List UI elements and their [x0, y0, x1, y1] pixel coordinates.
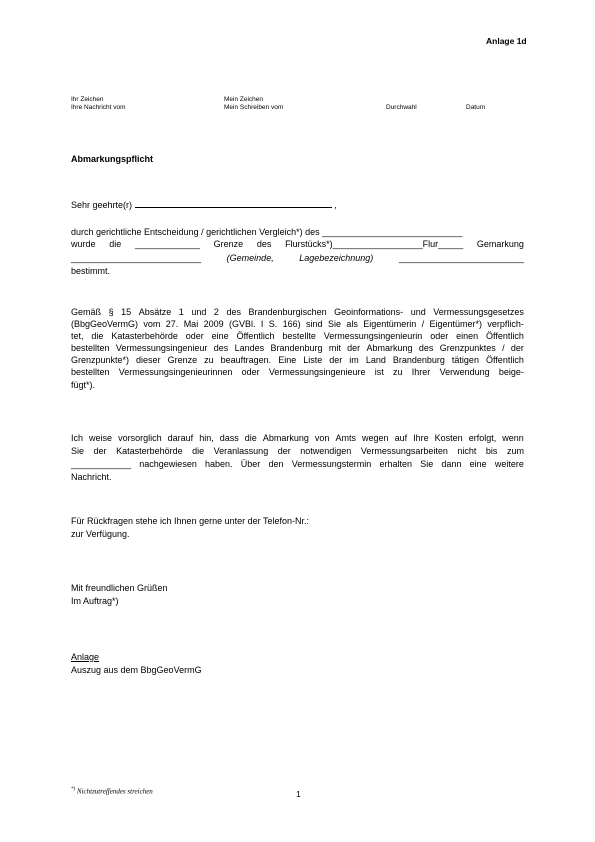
word: der	[93, 446, 107, 456]
word: Grenze	[213, 239, 244, 249]
para1-line4: bestimmt.	[71, 266, 111, 276]
word: /	[421, 319, 425, 329]
para2-line3	[71, 330, 524, 342]
attachment-tag: Anlage 1d	[486, 36, 527, 46]
word: eine	[211, 331, 229, 341]
word: als	[346, 319, 358, 329]
word: darauf	[167, 433, 194, 443]
word: Sie	[71, 446, 85, 456]
word: bis	[485, 446, 498, 456]
word: oder	[241, 367, 260, 377]
para4-line2: zur Verfügung.	[71, 529, 130, 539]
salutation-comma: ,	[334, 200, 337, 210]
word: Ihre	[413, 433, 429, 443]
word: _________________________	[398, 253, 524, 263]
word: Gemarkung	[476, 239, 524, 249]
word: dass	[219, 433, 239, 443]
para2-line6	[71, 366, 524, 378]
word: der	[347, 343, 361, 353]
word: 2	[213, 307, 219, 317]
word: den	[268, 459, 284, 469]
word: Grenzpunktes	[439, 343, 496, 353]
word: sind	[306, 319, 323, 329]
word: Land	[365, 355, 386, 365]
word: Grenze	[167, 355, 198, 365]
word: (Gemeinde,	[226, 253, 274, 263]
word: des	[418, 343, 434, 353]
durchwahl-label: Durchwahl	[386, 104, 417, 111]
word: __________________________	[71, 253, 202, 263]
word: wurde	[71, 239, 96, 249]
word: ____________	[71, 459, 132, 469]
word: der	[329, 355, 343, 365]
word: zu	[393, 367, 403, 377]
word: Eine	[278, 355, 297, 365]
word: Liste	[303, 355, 323, 365]
word: Vermessungsingenieurinnen	[118, 367, 233, 377]
footnote-text: Nichtzutreffendes streichen	[76, 787, 153, 796]
word: auf	[394, 433, 408, 443]
para2-line2	[71, 318, 524, 330]
para1-line2	[71, 238, 524, 250]
word: Veranlassung	[213, 446, 269, 456]
word: einen	[456, 331, 479, 341]
word: dieser	[136, 355, 161, 365]
word: Landes	[234, 343, 265, 353]
word: bestellten	[71, 367, 110, 377]
para3-line4: Nachricht.	[71, 472, 112, 482]
subject-heading: Abmarkungspflicht	[71, 154, 154, 164]
para4-line1: Für Rückfragen stehe ich Ihnen gerne unter der Telefon-Nr.:	[71, 516, 309, 526]
datum-label: Datum	[466, 104, 486, 111]
word: weitere	[494, 459, 524, 469]
word: Sie	[420, 459, 434, 469]
word: Abmarkung	[366, 343, 413, 353]
word: Vermessungsingenieure	[268, 367, 366, 377]
word: ist	[374, 367, 384, 377]
word: wegen	[362, 433, 389, 443]
word: verpflich-	[487, 319, 524, 329]
word: Geoinformations-	[334, 307, 404, 317]
word: von	[314, 433, 330, 443]
word: Flurstücks*)__________________Flur_____	[285, 239, 464, 249]
word: (GVBl.	[228, 319, 256, 329]
para3-line1	[71, 432, 524, 444]
word: Mai	[183, 319, 199, 329]
para2-line1	[71, 306, 524, 318]
word: Ihrer	[411, 367, 431, 377]
salutation-text: Sehr geehrte(r)	[71, 200, 133, 210]
word: Katasterbehörde	[111, 331, 178, 341]
word: Öffentlich	[486, 331, 524, 341]
mein-zeichen-label: Mein Zeichen	[224, 96, 264, 103]
mein-schreiben-label: Mein Schreiben vom	[224, 104, 284, 111]
word: der	[510, 343, 524, 353]
word: Vermessungsgesetzes	[433, 307, 524, 317]
word: nicht	[457, 446, 477, 456]
para2-line7: fügt*).	[71, 380, 96, 390]
word: im	[349, 355, 359, 365]
word: tet,	[71, 331, 84, 341]
word: Grenzpunkte*)	[71, 355, 130, 365]
word: Eigentümer*)	[429, 319, 483, 329]
para3-line2	[71, 445, 524, 457]
word: Eigentümerin	[363, 319, 417, 329]
ihr-zeichen-label: Ihr Zeichen	[71, 96, 104, 103]
word: haben.	[205, 459, 233, 469]
word: der	[277, 446, 291, 456]
word: Brandenburgischen	[248, 307, 327, 317]
word: Abmarkung	[262, 433, 309, 443]
word: die	[91, 331, 104, 341]
word: des	[213, 343, 229, 353]
word: die	[109, 239, 122, 249]
para2-line4	[71, 342, 524, 354]
word: des	[226, 307, 241, 317]
word: oder	[185, 331, 204, 341]
word: I	[260, 319, 264, 329]
para2-line5	[71, 354, 524, 366]
word: Vermessungstermin	[291, 459, 372, 469]
word: mit	[328, 343, 341, 353]
word: Vermessungsarbeiten	[360, 446, 448, 456]
salutation	[71, 198, 337, 211]
word: Öffentlich	[236, 331, 275, 341]
word: die	[192, 446, 205, 456]
word: beauftragen.	[220, 355, 272, 365]
word: S.	[268, 319, 278, 329]
word: und	[410, 307, 426, 317]
name-blank-line	[135, 198, 332, 208]
word: und	[191, 307, 207, 317]
word: eine	[469, 459, 487, 469]
footnote	[71, 787, 153, 795]
word: Amts	[335, 433, 356, 443]
para1-line1: durch gerichtliche Entscheidung / gerichtlichen Vergleich*) des ____________________________	[71, 227, 463, 237]
word: oder	[430, 331, 449, 341]
ihre-nachricht-label: Ihre Nachricht vom	[71, 104, 126, 111]
word: 27.	[165, 319, 179, 329]
word: weise	[89, 433, 113, 443]
word: Katasterbehörde	[116, 446, 183, 456]
word: vom	[143, 319, 161, 329]
word: /	[502, 343, 505, 353]
word: dann	[441, 459, 462, 469]
word: tätigen	[451, 355, 479, 365]
para3-line3	[71, 458, 524, 470]
word: Sie	[327, 319, 341, 329]
attachment-label: Anlage	[71, 652, 100, 662]
word: Verwendung	[439, 367, 490, 377]
word: Kosten	[434, 433, 463, 443]
word: notwendigen	[300, 446, 352, 456]
word: bestellte	[282, 331, 316, 341]
word: zu	[204, 355, 214, 365]
word: Über	[240, 459, 261, 469]
closing-line2: Im Auftrag*)	[71, 596, 119, 606]
word: Gemäß	[71, 307, 102, 317]
word: 15	[121, 307, 132, 317]
para1-line3	[71, 252, 524, 264]
word: die	[244, 433, 257, 443]
word: des	[256, 239, 272, 249]
word: Lagebezeichnung)	[299, 253, 374, 263]
footnote-mark: *)	[71, 787, 76, 792]
word: §	[108, 307, 114, 317]
attachment-text: Auszug aus dem BbgGeoVermG	[71, 665, 202, 675]
word: Brandenburg	[270, 343, 323, 353]
word: Vermessungsingenieurin	[323, 331, 423, 341]
word: 2009	[203, 319, 224, 329]
word: Ich	[71, 433, 84, 443]
word: erfolgt,	[468, 433, 497, 443]
word: zum	[506, 446, 524, 456]
word: 1	[178, 307, 184, 317]
word: nachgewiesen	[139, 459, 197, 469]
word: Absätze	[138, 307, 172, 317]
word: Brandenburg	[392, 355, 445, 365]
word: hin,	[199, 433, 214, 443]
word: Öffentlich	[485, 355, 524, 365]
word: vorsorglich	[118, 433, 162, 443]
word: _____________	[134, 239, 200, 249]
closing-line1: Mit freundlichen Grüßen	[71, 583, 168, 593]
word: 166)	[282, 319, 301, 329]
word: erhalten	[379, 459, 412, 469]
page-number: 1	[296, 789, 301, 799]
word: Vermessungsingenieur	[115, 343, 208, 353]
word: (BbgGeoVermG)	[71, 319, 139, 329]
word: wenn	[502, 433, 524, 443]
word: beige-	[498, 367, 524, 377]
word: bestellten	[71, 343, 110, 353]
